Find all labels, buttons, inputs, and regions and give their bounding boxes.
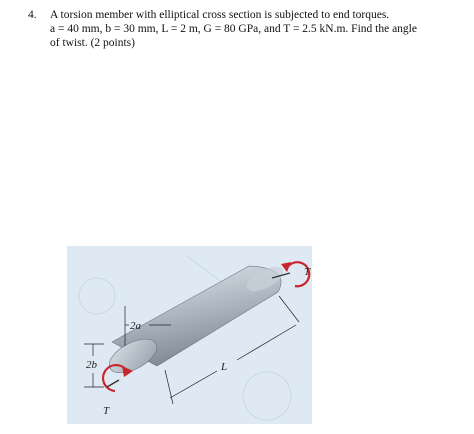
torsion-member-figure — [67, 246, 312, 424]
label-2a: 2a — [130, 320, 141, 332]
problem-line-3: of twist. (2 points) — [50, 37, 135, 49]
label-2b: 2b — [86, 359, 97, 371]
label-T-top: T — [304, 266, 311, 278]
label-T-bottom: T — [103, 405, 110, 417]
figure-svg — [67, 246, 312, 424]
problem-number: 4. — [28, 9, 37, 21]
label-L: L — [221, 361, 228, 373]
problem-statement — [28, 8, 453, 50]
problem-line-2: a = 40 mm, b = 30 mm, L = 2 m, G = 80 GPa, and T = 2.5 kN.m. Find the angle — [50, 23, 417, 35]
problem-line-1: A torsion member with elliptical cross section is subjected to end torques. — [50, 9, 390, 21]
